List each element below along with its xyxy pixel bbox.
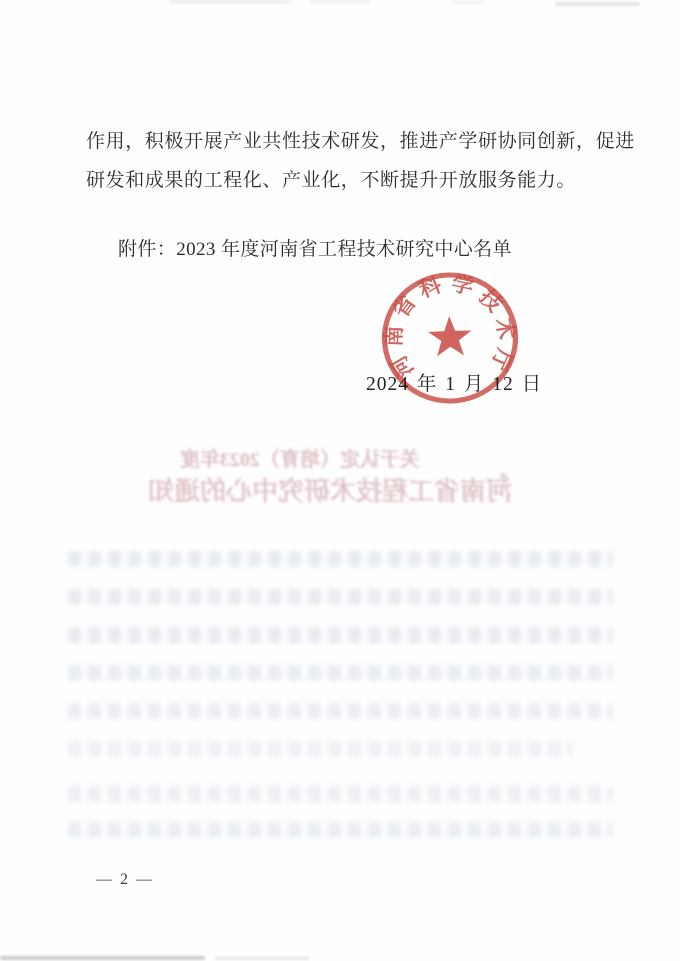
bleedthrough-text-line (68, 551, 613, 567)
paragraph-line-1: 作用，积极开展产业共性技术研发，推进产学研协同创新，促进 (86, 131, 635, 152)
attachment-line: 附件：2023 年度河南省工程技术研究中心名单 (118, 239, 512, 260)
red-star-icon (428, 315, 473, 356)
seal-text: 河南省科学技术厅 (381, 271, 520, 382)
scan-edge-streak (0, 956, 205, 960)
bleedthrough-title-line-1: 关于认定（培育）2023年度 (180, 449, 420, 471)
bleedthrough-text-line (68, 822, 613, 838)
bleedthrough-text-line (68, 627, 613, 643)
paragraph-line-2: 研发和成果的工程化、产业化，不断提升开放服务能力。 (86, 170, 577, 191)
scan-speck (500, 473, 507, 479)
official-seal (369, 260, 530, 415)
scan-smudge (452, 1, 486, 4)
scan-edge-streak (215, 957, 310, 960)
date-line: 2024 年 1 月 12 日 (366, 374, 543, 395)
scan-smudge (170, 0, 290, 4)
bleedthrough-text-line (68, 741, 573, 757)
scan-smudge (555, 2, 640, 6)
page-number: — 2 — (96, 871, 154, 888)
bleedthrough-text-line (68, 786, 613, 802)
bleedthrough-text-line (68, 589, 613, 605)
scan-smudge (310, 0, 370, 3)
bleedthrough-text-line (68, 665, 613, 681)
bleedthrough-title-line-2: 河南省工程技术研究中心的通知 (148, 477, 513, 506)
bleedthrough-text-line (68, 703, 613, 719)
